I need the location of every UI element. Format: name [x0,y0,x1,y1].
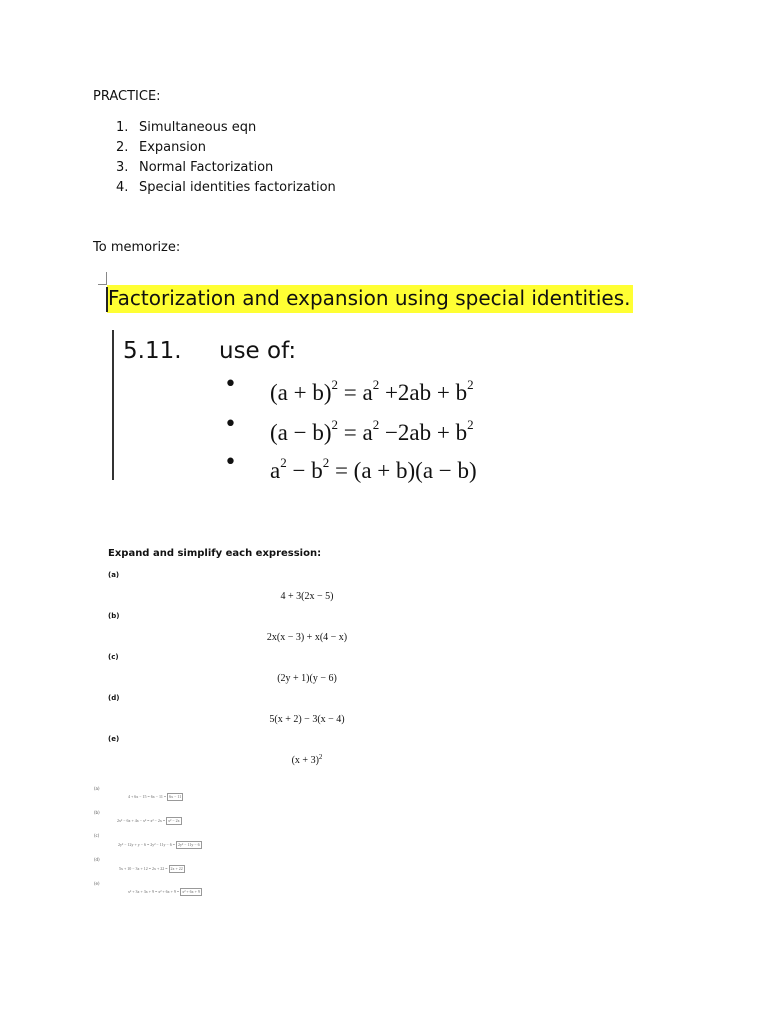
exercise-expression [0,712,614,725]
exponent: 2 [318,753,323,761]
identity-formula [270,450,477,484]
answer-work: 2x² − 6x + 4x − x² = x² − 2x = [117,818,166,823]
exercise-label: (d) [108,694,120,702]
exercise-expression [0,630,614,643]
answer-work: 4 + 6x − 15 = 6x − 11 = [128,794,167,799]
exponent: 2 [372,377,380,392]
answer-expression [119,865,185,873]
bullet-icon: • [224,412,237,437]
list-item [116,179,336,199]
formula-part: = a [338,420,373,445]
exponent: 2 [467,377,474,392]
answer-work: 2y² − 12y + y − 6 = 2y² − 11y − 6 = [118,842,176,847]
answer-work: x² + 3x + 3x + 9 = x² + 6x + 9 = [128,889,180,894]
identity-label: use of: [219,338,297,364]
answer-label: (c) [94,833,100,838]
bullet-icon: • [224,450,237,475]
formula-part: = a [338,380,373,405]
bullet-icon: • [224,372,237,397]
answer-expression [128,793,183,801]
exponent: 2 [372,417,380,432]
answer-result: x² − 2x [168,818,180,823]
practice-list [116,119,336,199]
list-number: 3. [116,160,129,175]
list-item [116,119,336,139]
answer-label: (d) [94,857,100,862]
answer-work: 5x + 10 − 3x + 12 = 2x + 22 = [119,866,168,871]
exercise-label: (a) [108,571,120,579]
practice-heading: PRACTICE: [93,89,161,104]
answer-label: (b) [94,810,100,815]
identity-formula [270,412,474,446]
highlighted-title[interactable]: Factorization and expansion using special identities. [107,285,633,313]
memorize-heading: To memorize: [93,240,181,255]
exponent: 2 [322,455,330,470]
exercise-expression [0,589,614,602]
formula-part: (a − b) [270,420,332,445]
identity-formula [270,372,474,406]
formula-part: a [270,458,281,483]
exercise-label: (b) [108,612,120,620]
answer-expression [128,888,202,896]
answer-label: (e) [94,881,100,886]
exponent: 2 [467,417,474,432]
expression-text: (2y + 1)(y − 6) [277,673,337,684]
answer-expression [118,841,202,849]
identity-border [112,330,114,480]
list-text: Special identities factorization [139,180,336,195]
formula-part: −2ab + b [379,420,468,445]
list-number: 4. [116,180,129,195]
list-item [116,139,336,159]
list-text: Expansion [139,140,206,155]
answer-result: x² + 6x + 9 [182,889,200,894]
list-text: Normal Factorization [139,160,274,175]
exponent: 2 [331,417,338,432]
exponent: 2 [280,455,287,470]
answer-result: 2y² − 11y − 6 [178,842,200,847]
answer-result: 6x − 11 [169,794,182,799]
formula-part: = (a + b)(a − b) [329,458,477,483]
list-item [116,159,336,179]
formula-part: +2ab + b [379,380,468,405]
answer-result: 2x + 22 [170,866,183,871]
expression-text: 5(x + 2) − 3(x − 4) [269,714,345,725]
expression-text: 2x(x − 3) + x(4 − x) [266,632,348,643]
exponent: 2 [331,377,338,392]
exercise-label: (c) [108,653,119,661]
expression-text: 4 + 3(2x − 5) [280,591,334,602]
exercise-expression [0,671,614,684]
answer-label: (a) [94,786,100,791]
list-text: Simultaneous eqn [139,120,257,135]
formula-part: (a + b) [270,380,332,405]
identity-section-number: 5.11. [123,338,182,364]
paragraph-mark [98,272,107,285]
list-number: 1. [116,120,129,135]
exercise-heading: Expand and simplify each expression: [108,548,322,559]
exercise-label: (e) [108,735,120,743]
formula-part: − b [286,458,323,483]
list-number: 2. [116,140,129,155]
text-cursor [106,287,108,312]
answer-expression [117,817,182,825]
expression-text: (x + 3) [291,755,319,766]
exercise-expression [0,753,614,766]
